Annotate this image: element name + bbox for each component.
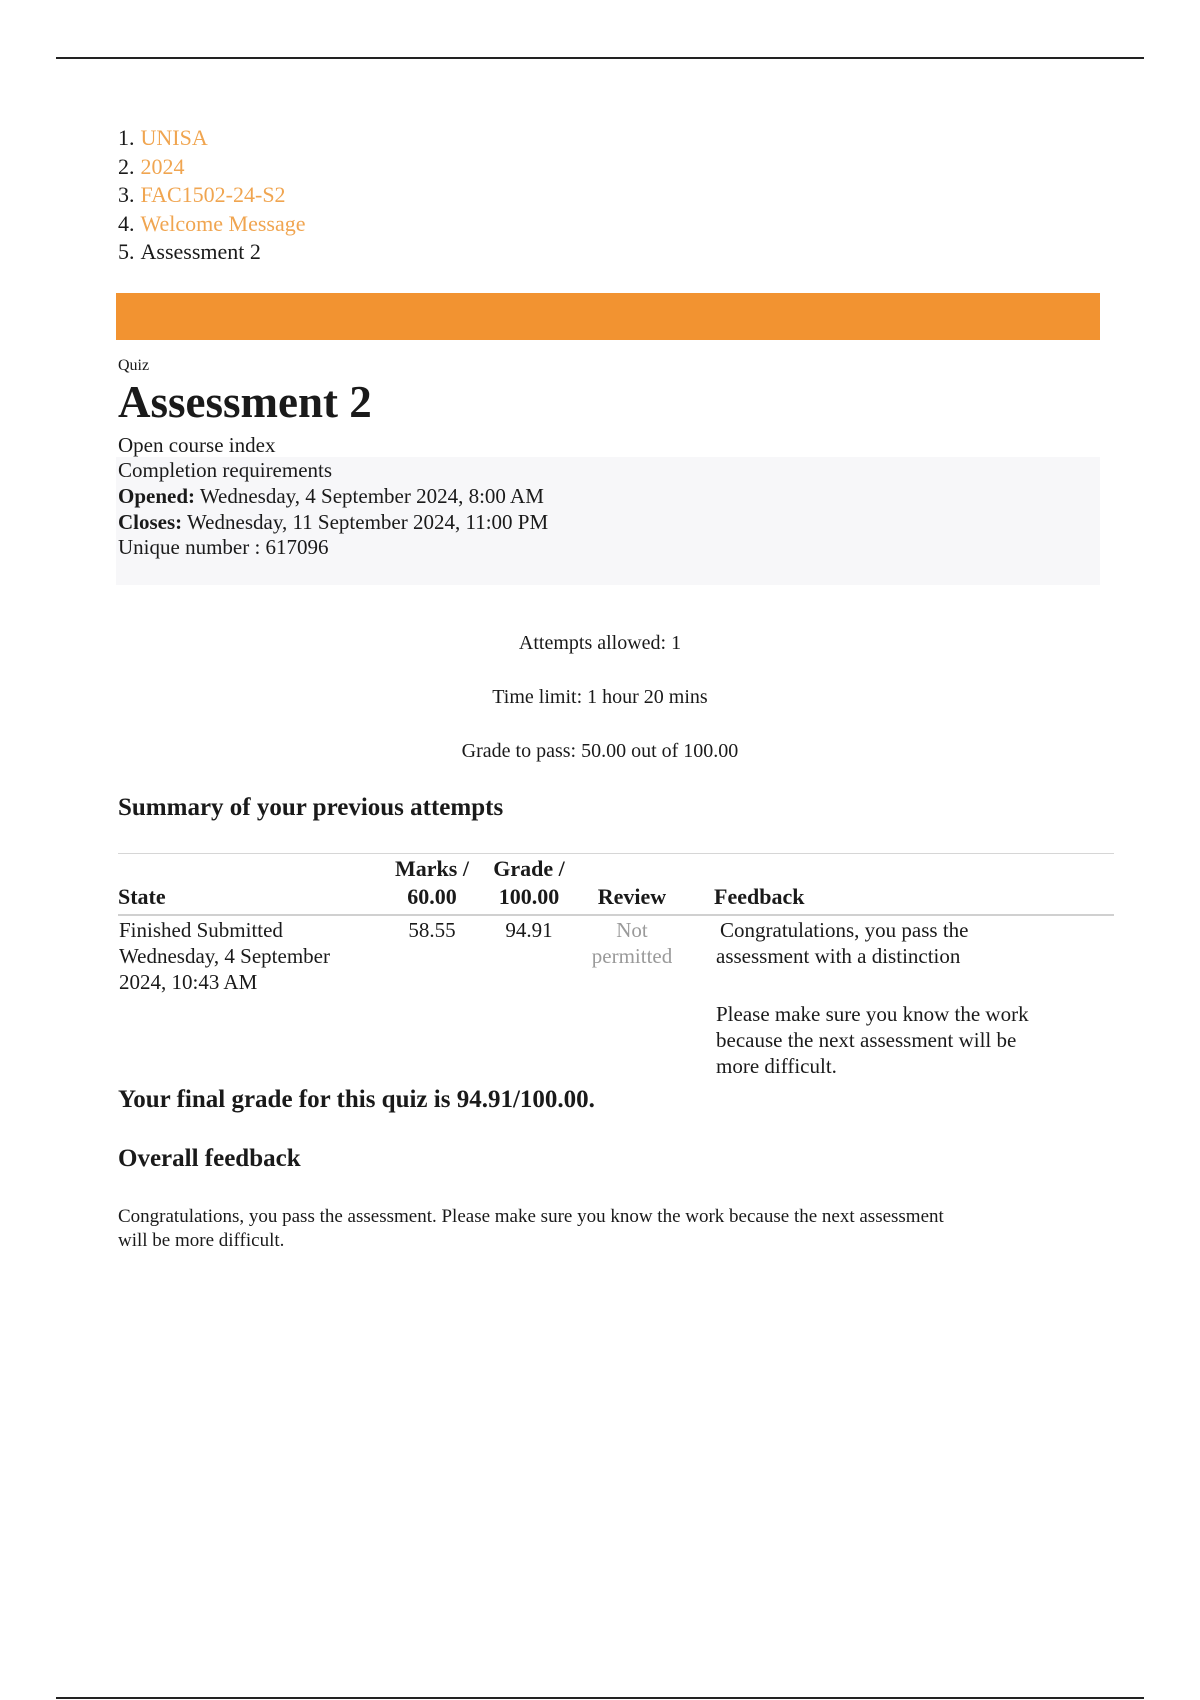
completion-requirements-toggle[interactable]: Completion requirements <box>118 458 333 482</box>
attempt-review <box>582 917 682 969</box>
page-bottom-rule <box>56 1697 1144 1699</box>
page-title: Assessment 2 <box>118 377 372 427</box>
attempts-allowed: Attempts allowed: 1 <box>518 632 682 654</box>
breadcrumb-item-year <box>118 153 306 182</box>
breadcrumb-link-year[interactable]: 2024 <box>140 153 185 179</box>
breadcrumb-item-section <box>118 210 306 239</box>
page-top-rule <box>56 57 1144 59</box>
attempt-state-line: Finished Submitted <box>119 918 283 942</box>
feedback-line: assessment with a distinction <box>716 944 961 968</box>
feedback-line: because the next assessment will be <box>716 1028 1017 1052</box>
final-grade: Your final grade for this quiz is 94.91/100.00. <box>118 1086 595 1113</box>
column-header-marks <box>392 855 472 911</box>
table-header-border <box>118 914 1114 916</box>
breadcrumb-number: 4. <box>118 210 135 236</box>
breadcrumb-link-unisa[interactable]: UNISA <box>140 125 208 150</box>
grade-header-line2: 100.00 <box>498 884 560 909</box>
closes-date <box>118 510 548 535</box>
grade-to-pass: Grade to pass: 50.00 out of 100.00 <box>461 740 739 762</box>
breadcrumb-item-unisa <box>118 124 306 153</box>
attempt-grade: 94.91 <box>505 918 553 942</box>
attempt-state-date: Wednesday, 4 September <box>119 944 330 968</box>
feedback-line: more difficult. <box>716 1054 837 1078</box>
attempt-state-time: 2024, 10:43 AM <box>119 970 258 994</box>
marks-header-line1: Marks / <box>395 856 469 881</box>
table-top-border <box>118 853 1114 854</box>
review-line: Not <box>616 918 648 942</box>
review-line: permitted <box>591 944 673 968</box>
breadcrumb-number: 3. <box>118 182 135 207</box>
marks-header-line2: 60.00 <box>407 884 457 909</box>
opened-date <box>118 484 544 509</box>
column-header-feedback: Feedback <box>714 884 805 909</box>
opened-label: Opened: <box>118 484 196 508</box>
overall-feedback-text <box>118 1205 1088 1253</box>
breadcrumb-item-course <box>118 181 306 210</box>
feedback-line: Please make sure you know the work <box>716 1002 1029 1026</box>
summary-heading: Summary of your previous attempts <box>118 794 504 821</box>
open-course-index-link[interactable]: Open course index <box>118 433 276 457</box>
column-header-review: Review <box>597 884 667 909</box>
closes-label: Closes: <box>118 510 183 534</box>
breadcrumb-number: 2. <box>118 153 135 179</box>
attempt-state <box>119 917 379 995</box>
opened-value: Wednesday, 4 September 2024, 8:00 AM <box>195 484 544 508</box>
unique-number: Unique number : 617096 <box>118 535 329 559</box>
overall-feedback-line: Congratulations, you pass the assessment. Please make sure you know the work because the next assessment <box>118 1206 944 1227</box>
column-header-grade <box>488 855 570 911</box>
breadcrumb-current-page: Assessment 2 <box>140 239 261 264</box>
activity-type-label: Quiz <box>118 357 150 374</box>
breadcrumb-number: 5. <box>118 239 135 264</box>
breadcrumb <box>118 124 306 267</box>
closes-value: Wednesday, 11 September 2024, 11:00 PM <box>182 510 549 534</box>
breadcrumb-link-course[interactable]: FAC1502-24-S2 <box>140 182 286 207</box>
overall-feedback-heading: Overall feedback <box>118 1145 301 1172</box>
breadcrumb-number: 1. <box>118 125 135 150</box>
feedback-line: Congratulations, you pass the <box>720 918 969 942</box>
breadcrumb-item-current <box>118 238 306 267</box>
overall-feedback-line: will be more difficult. <box>118 1230 285 1251</box>
breadcrumb-link-welcome-message[interactable]: Welcome Message <box>140 210 306 236</box>
column-header-state: State <box>118 884 166 909</box>
attempt-marks: 58.55 <box>408 918 456 942</box>
grade-header-line1: Grade / <box>493 856 565 881</box>
time-limit: Time limit: 1 hour 20 mins <box>492 686 708 708</box>
attempt-feedback <box>716 917 1096 1079</box>
course-banner <box>116 293 1100 340</box>
